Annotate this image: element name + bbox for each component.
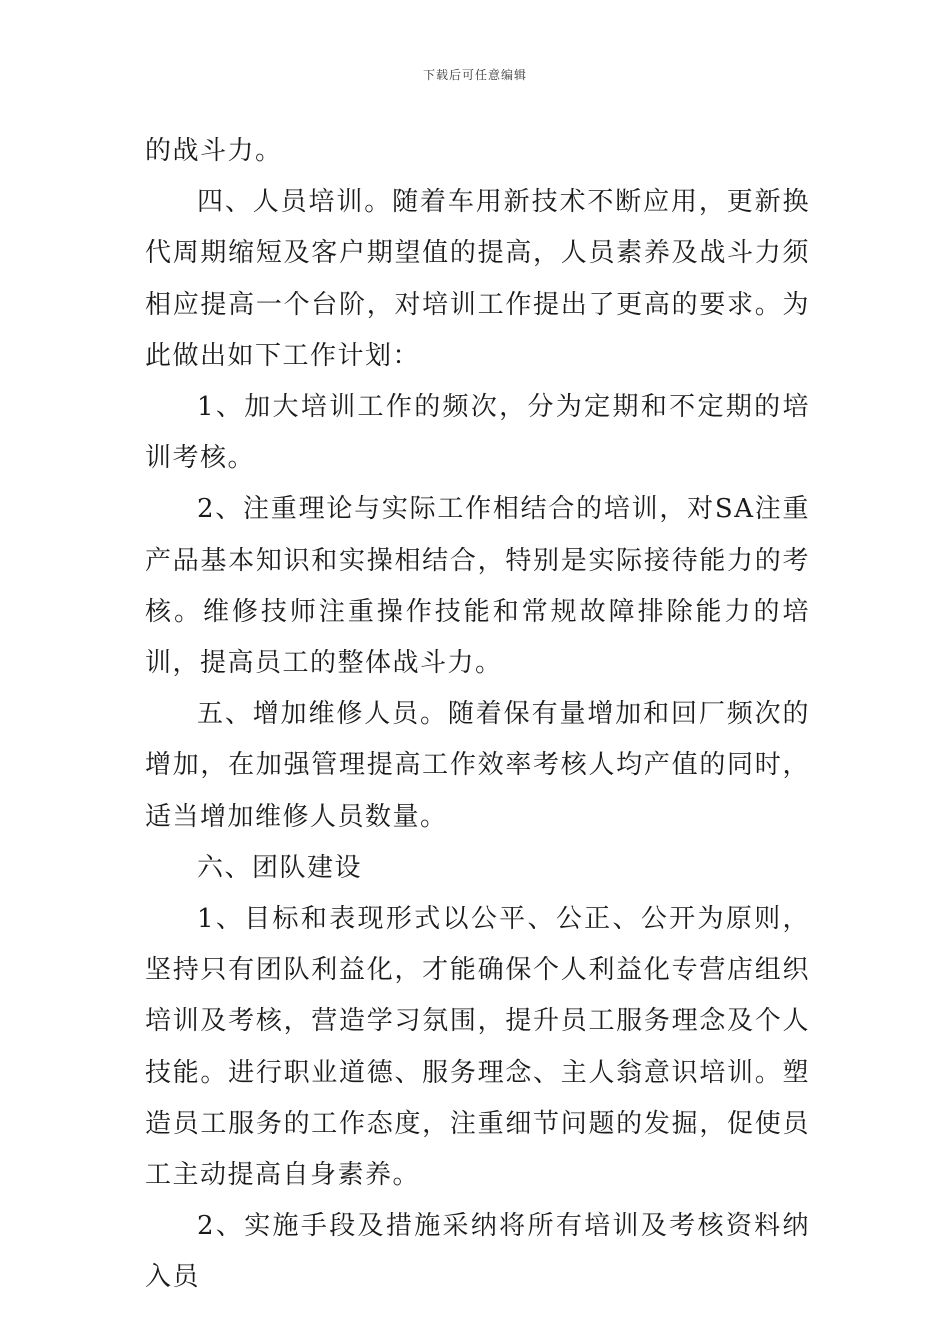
paragraph: 六、团队建设: [197, 852, 363, 883]
paragraph: 的战斗力。: [145, 136, 283, 166]
paragraph: 2、注重理论与实际工作相结合的培训，对SA注重产品基本知识和实操相结合，特别是实际接待能力的考核。维修技师注重操作技能和常规故障排除能力的培训，提高员工的整体战斗力。: [145, 494, 810, 679]
paragraph: 四、人员培训。随着车用新技术不断应用，更新换代周期缩短及客户期望值的提高，人员素养及战斗力须相应提高一个台阶，对培训工作提出了更高的要求。为此做出如下工作计划：: [145, 187, 810, 371]
paragraph: 2、实施手段及措施采纳将所有培训及考核资料纳入员: [145, 1211, 810, 1293]
paragraph: 五、增加维修人员。随着保有量增加和回厂频次的增加，在加强管理提高工作效率考核人均产值的同时，适当增加维修人员数量。: [145, 699, 810, 832]
document-body: [145, 126, 810, 1304]
paragraph: 1、加大培训工作的频次，分为定期和不定期的培训考核。: [145, 392, 810, 474]
header-note: 下载后可任意编辑: [422, 68, 527, 82]
paragraph: 1、目标和表现形式以公平、公正、公开为原则，坚持只有团队利益化，才能确保个人利益化专营店组织培训及考核，营造学习氛围，提升员工服务理念及个人技能。进行职业道德、服务理念、主人翁意识培训。塑造员工服务的工作态度，注重细节问题的发掘，促使员工主动提高自身素养。: [145, 904, 810, 1191]
